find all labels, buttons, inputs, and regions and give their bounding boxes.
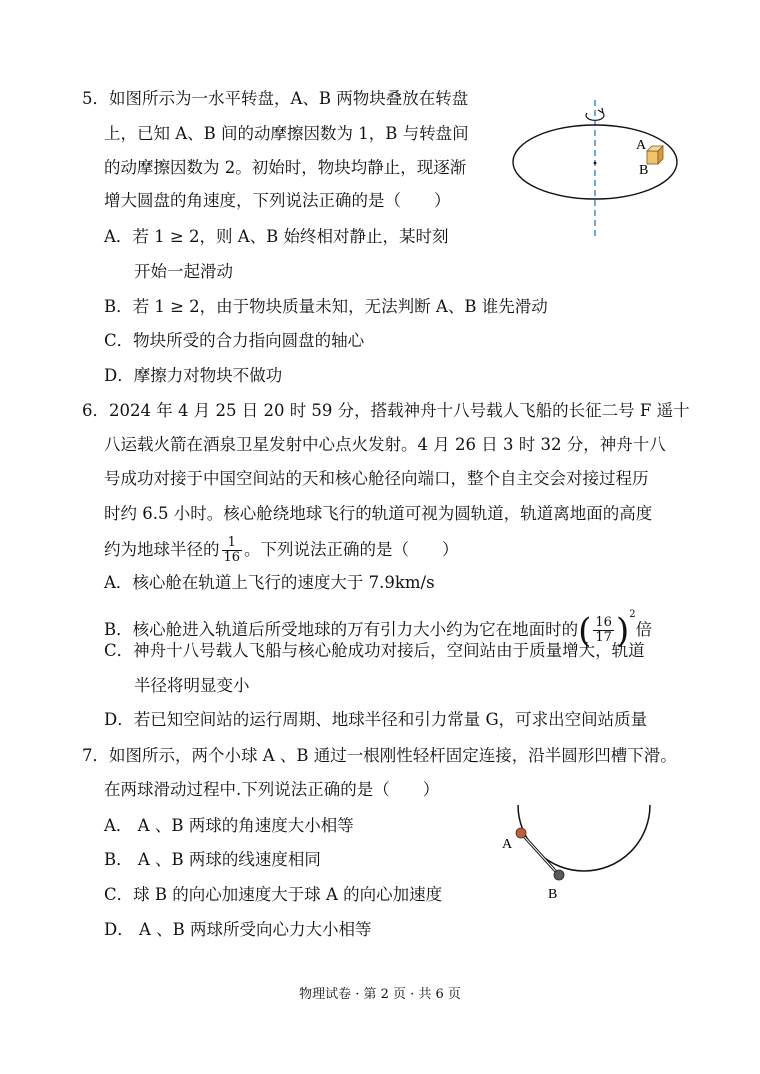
q6-line-3: 号成功对接于中国空间站的天和核心舱径向端口，整个自主交会对接过程历 [104,469,649,488]
q7-option-c: C．球 B 的向心加速度大于球 A 的向心加速度 [104,885,443,904]
q7-option-b: B． A 、B 两球的线速度相同 [104,850,321,869]
turntable-figure [505,95,690,245]
page-footer: 物理试卷 · 第 2 页 · 共 6 页 [299,987,461,1002]
q6-line-1: 6．2024 年 4 月 25 日 20 时 59 分，搭载神舟十八号载人飞船的长征二号 F 遥十 [82,401,690,420]
q5-line-2: 上，已知 A、B 间的动摩擦因数为 1，B 与转盘间 [104,124,469,143]
q5-line-3: 的动摩擦因数为 2。初始时，物块均静止，现逐渐 [104,158,467,177]
q5-figure-label-a: A [636,138,647,153]
q5-option-d: D．摩擦力对物块不做功 [104,366,283,385]
height-fraction-denominator: 16 [223,550,241,565]
q5-option-c: C．物块所受的合力指向圆盘的轴心 [104,331,365,350]
q5-line-4: 增大圆盘的角速度，下列说法正确的是（ ） [104,191,451,210]
q6-option-b-prefix: B．核心舱进入轨道后所受地球的万有引力大小约为它在地面时的 [104,620,579,639]
height-fraction-numerator: 1 [222,536,243,551]
q6-option-b-suffix: 倍 [635,620,653,639]
q7-figure-label-a: A [502,837,513,852]
q5-figure-label-b: B [639,163,649,178]
force-ratio-numerator: 16 [595,615,612,630]
force-ratio-exponent: 2 [629,609,636,620]
q6-line-5-prefix: 约为地球半径的 [104,540,220,559]
q7-line-2: 在两球滑动过程中.下列说法正确的是（ ） [104,780,440,799]
groove-figure [495,800,665,910]
q5-line-1: 5．如图所示为一水平转盘，A、B 两物块叠放在转盘 [82,89,469,108]
q7-option-d: D． A 、B 两球所受向心力大小相等 [104,920,372,939]
q5-option-a-continued: 开始一起滑动 [134,262,233,281]
q6-line-5 [104,536,459,565]
q6-line-4: 时约 6.5 小时。核心舱绕地球飞行的轨道可视为圆轨道，轨道离地面的高度 [104,504,653,523]
q7-option-a: A． A 、B 两球的角速度大小相等 [104,816,354,835]
q6-option-d: D．若已知空间站的运行周期、地球半径和引力常量 G，可求出空间站质量 [104,710,648,729]
q6-option-b: B．核心舱进入轨道后所受地球的万有引力大小约为它在地面时的( $\frac{16}{17}$ )$^2$倍 [104,609,653,651]
height-fraction [222,536,243,565]
q5-option-a: A．若 1 ≥ 2，则 A、B 始终相对静止，某时刻 [104,227,449,246]
q7-figure-label-b: B [548,887,558,902]
q6-option-c: C．神舟十八号载人飞船与核心舱成功对接后，空间站由于质量增大，轨道 [104,641,645,660]
q6-option-a: A．核心舱在轨道上飞行的速度大于 7.9km/s [104,573,435,592]
q6-line-5-suffix: 。下列说法正确的是（ ） [244,540,459,559]
q5-option-b: B．若 1 ≥ 2，由于物块质量未知，无法判断 A、B 谁先滑动 [104,297,548,316]
q6-line-2: 八运载火箭在酒泉卫星发射中心点火发射。4 月 26 日 3 时 32 分，神舟十八 [104,435,666,454]
q6-option-c-continued: 半径将明显变小 [134,676,250,695]
q7-line-1: 7．如图所示，两个小球 A 、B 通过一根刚性轻杆固定连接，沿半圆形凹槽下滑。 [82,746,677,765]
force-ratio-denominator: 17 [595,630,612,645]
